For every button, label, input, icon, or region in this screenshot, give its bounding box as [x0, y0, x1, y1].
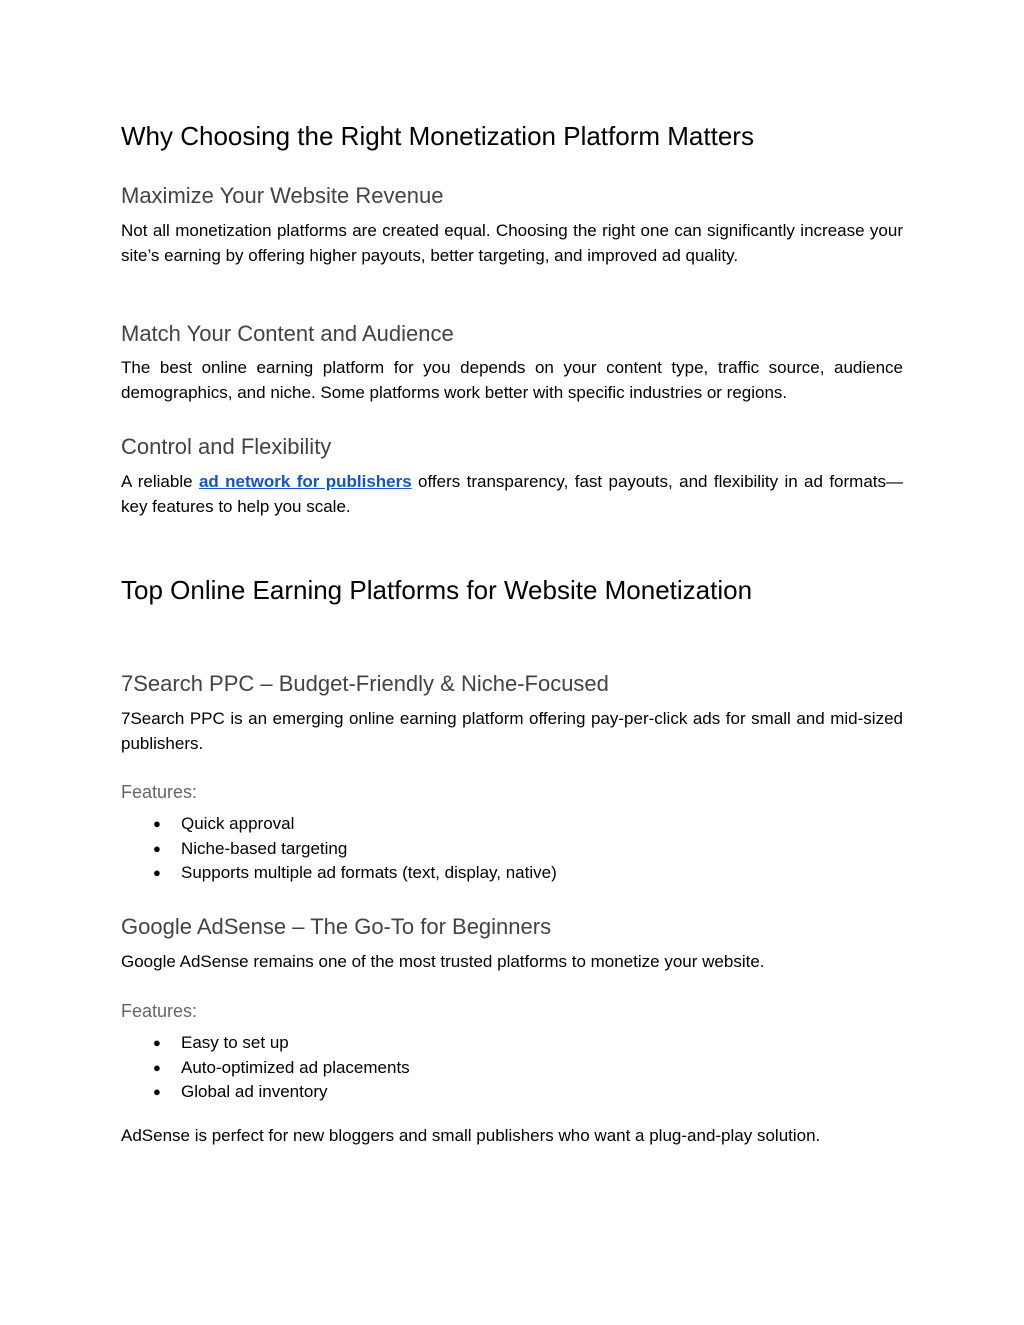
- paragraph-7search-ppc: 7Search PPC is an emerging online earning platform offering pay-per-click ads for small and mid-sized publishers.: [121, 709, 903, 753]
- section-title-why-choosing: Why Choosing the Right Monetization Platform Matters: [121, 121, 754, 151]
- heading-match-content: Match Your Content and Audience: [121, 321, 454, 346]
- feature-label: Global ad inventory: [181, 1082, 328, 1101]
- list-item: [121, 1031, 410, 1056]
- bullet-icon: ●: [153, 1059, 161, 1075]
- feature-label: Auto-optimized ad placements: [181, 1057, 410, 1077]
- features-label-7search: Features:: [121, 782, 198, 802]
- section-title-top-platforms: Top Online Earning Platforms for Website Monetization: [121, 575, 753, 605]
- feature-label: Niche-based targeting: [181, 838, 348, 858]
- bullet-icon: ●: [153, 865, 161, 880]
- feature-label: Quick approval: [181, 814, 295, 833]
- list-item: [121, 1080, 410, 1105]
- heading-7search-ppc: 7Search PPC – Budget-Friendly & Niche-Focused: [121, 671, 609, 696]
- list-item: [121, 837, 557, 862]
- heading-control-flexibility: Control and Flexibility: [121, 434, 332, 459]
- bullet-icon: ●: [153, 1035, 161, 1050]
- list-item: [121, 861, 557, 886]
- paragraph-control-flexibility: [121, 470, 903, 519]
- bullet-icon: ●: [153, 840, 161, 856]
- feature-label: Supports multiple ad formats (text, display, native): [181, 863, 557, 882]
- bullet-icon: ●: [153, 816, 161, 831]
- ad-network-for-publishers-link[interactable]: ad network for publishers: [198, 472, 412, 491]
- paragraph-adsense-closing: AdSense is perfect for new bloggers and small publishers who want a plug-and-play solution.: [121, 1126, 821, 1145]
- paragraph-control-text-after: offers transparency, fast payouts, and flexibility in ad formats—key features to help you scale.: [121, 472, 903, 516]
- list-item: [121, 1056, 410, 1081]
- paragraph-match-content: The best online earning platform for you depends on your content type, traffic source, audience demographics, and niche. Some platforms work better with specific industries or regions.: [121, 358, 903, 402]
- features-list-adsense: [121, 1031, 410, 1105]
- feature-label: Easy to set up: [181, 1033, 289, 1052]
- features-list-7search: [121, 812, 557, 886]
- paragraph-maximize-revenue: Not all monetization platforms are created equal. Choosing the right one can significantly increase your site’s earning by offering higher payouts, better targeting, and improved ad quality.: [121, 221, 903, 265]
- features-label-adsense: Features:: [121, 1001, 198, 1021]
- bullet-icon: ●: [153, 1084, 161, 1099]
- heading-maximize-revenue: Maximize Your Website Revenue: [121, 183, 444, 208]
- paragraph-control-text-before: A reliable: [121, 472, 199, 491]
- paragraph-google-adsense: Google AdSense remains one of the most trusted platforms to monetize your website.: [121, 952, 765, 971]
- list-item: [121, 812, 557, 837]
- heading-google-adsense: Google AdSense – The Go-To for Beginners: [121, 914, 552, 939]
